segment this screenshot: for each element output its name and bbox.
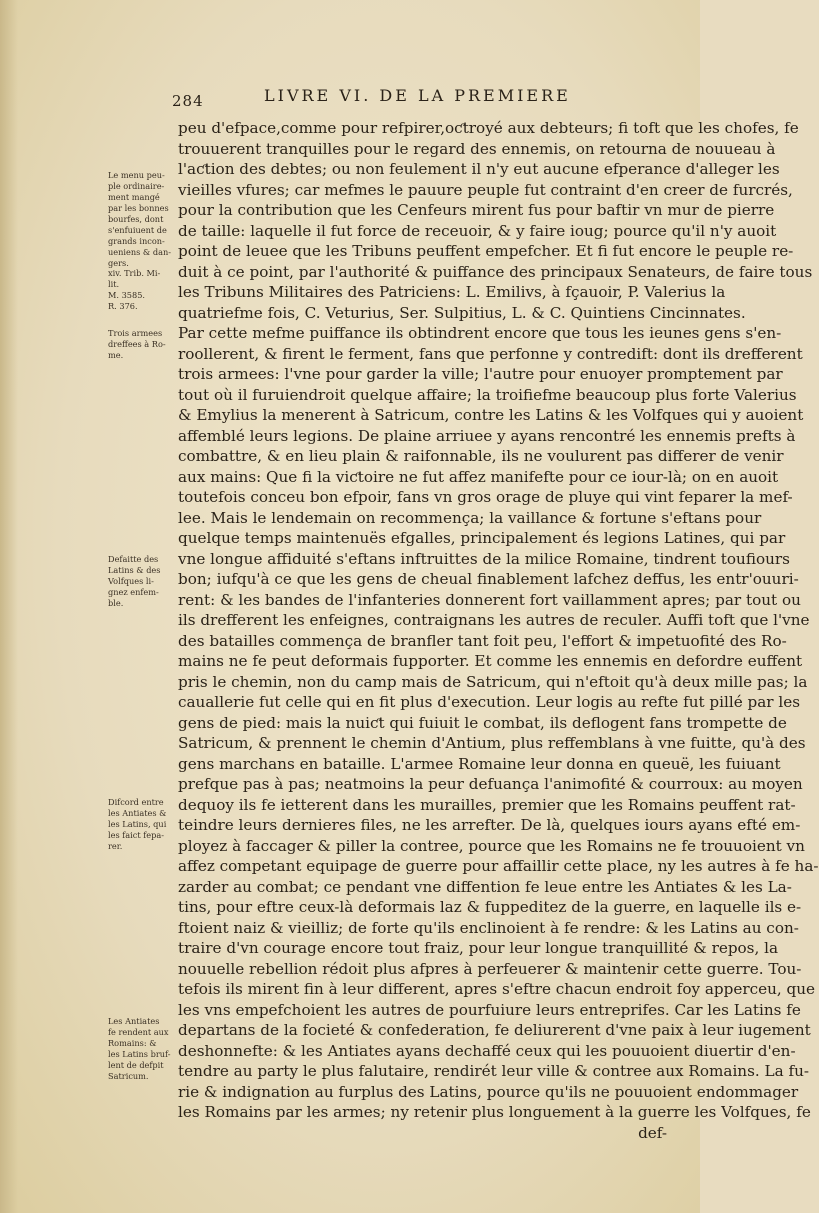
text-line: pris le chemin, non du camp mais de Satricum, qui n'eftoit qu'à deux mille pas; la — [178, 672, 808, 691]
margin-note-line: ble. — [108, 598, 124, 608]
text-line: deshonnefte: & les Antiates ayans dechaffé ceux qui les pouuoient diuertir d'en- — [178, 1041, 796, 1060]
text-line: les Tribuns Militaires des Patriciens: L. Emilivs, à fçauoir, P. Valerius la — [178, 283, 726, 301]
text-line: combattre, & en lieu plain & raifonnable, ils ne voulurent pas differer de venir — [178, 447, 784, 465]
margin-note-line: les Latins bruf- — [108, 1049, 171, 1059]
margin-note-line: Difcord entre — [108, 797, 164, 807]
text-line: rent: & les bandes de l'infanteries donnerent fort vaillamment apres; par tout ou — [178, 590, 801, 609]
text-line: peu d'efpace,comme pour refpirer,oƈtroyé aux debteurs; fi toft que les chofes, fe — [178, 119, 799, 137]
text-line: duit à ce point, par l'authorité & puiffance des principaux Senateurs, de faire tous — [178, 262, 813, 281]
text-line: Satricum, & prennent le chemin d'Antium, plus reffemblans à vne fuitte, qu'à des — [178, 734, 806, 752]
text-line: bon; iufqu'à ce que les gens de cheual finablement lafchez deffus, les entr'ouuri- — [178, 570, 799, 588]
text-line: des batailles commença de branfler tant foit peu, l'effort & impetuofité des Ro- — [178, 631, 787, 650]
text-line: les vns empefchoient les autres de pourfuiure leurs entreprifes. Car les Latins fe — [178, 1000, 801, 1019]
margin-note-line: Latins & des — [108, 565, 161, 575]
text-line: toutefois conceu bon efpoir, fans vn gros orage de pluye qui vint feparer la mef- — [178, 488, 793, 506]
margin-note-line: gers. — [108, 258, 129, 268]
text-line: mains ne fe peut deformais fupporter. Et comme les ennemis en defordre euffent — [178, 652, 803, 670]
margin-note-line: ple ordinaire- — [108, 181, 165, 191]
text-line: tout où il furuiendroit quelque affaire; la troifiefme beaucoup plus forte Valerius — [178, 385, 797, 404]
text-line: quatriefme fois, C. Veturius, Ser. Sulpitius, L. & C. Quintiens Cincinnates. — [178, 303, 746, 322]
margin-note-line: Le menu peu- — [108, 170, 165, 180]
text-line: traire d'vn courage encore tout fraiz, pour leur longue tranquillité & repos, la — [178, 939, 779, 957]
page-header — [168, 86, 668, 112]
text-line: ftoient naiz & vieilliz; de forte qu'ils enclinoient à fe rendre: & les Latins au con- — [178, 918, 799, 937]
text-line: nouuelle rebellion rédoit plus afpres à perfeuerer & maintenir cette guerre. Tou- — [178, 959, 802, 978]
margin-note-line: bourfes, dont — [108, 214, 164, 224]
text-line: ployez à faccager & piller la contree, pource que les Romains ne fe trouuoient vn — [178, 836, 805, 855]
margin-note-line: lit. — [108, 279, 120, 289]
margin-note — [108, 1016, 178, 1082]
text-line: pour la contribution que les Cenfeurs mirent fus pour baftir vn mur de pierre — [178, 201, 775, 219]
text-line: & Emylius la menerent à Satricum, contre les Latins & les Volfques qui y auoient — [178, 406, 804, 424]
margin-note-line: Romains: & — [108, 1038, 157, 1048]
text-line: tendre au party le plus falutaire, rendirét leur ville & contree aux Romains. La fu- — [178, 1062, 810, 1080]
margin-note-line: les Antiates & — [108, 808, 167, 818]
margin-note — [108, 170, 178, 269]
margin-note-line: fe rendent aux — [108, 1027, 169, 1037]
text-line: gens de pied: mais la nuiƈt qui fuiuit le combat, ils deflogent fans trompette de — [178, 713, 787, 732]
text-line: def- — [638, 1123, 667, 1142]
margin-note-line: rer. — [108, 841, 123, 851]
text-line: cauallerie fut celle qui en fit plus d'execution. Leur logis au refte fut pillé par les — [178, 693, 801, 711]
margin-note-line: ment mangé — [108, 192, 160, 202]
margin-note-line: Trois armees — [108, 328, 163, 338]
running-title: LIVRE VI. DE LA PREMIERE — [264, 86, 571, 105]
margin-note-line: gnez enfem- — [108, 587, 159, 597]
margin-note — [108, 554, 178, 609]
margin-note-line: ueniens & dan- — [108, 247, 171, 257]
text-line: gens marchans en bataille. L'armee Romaine leur donna en queuë, les fuiuant — [178, 754, 781, 773]
margin-note-line: les faict fepa- — [108, 830, 165, 840]
text-line: affez competant equipage de guerre pour affaillir cette place, ny les autres à fe ha- — [178, 857, 819, 875]
text-line: roollerent, & firent le ferment, fans que perfonne y contredift: dont ils drefferent — [178, 344, 803, 363]
text-line: l'aƈtion des debtes; ou non feulement il n'y eut aucune efperance d'alleger les — [178, 160, 780, 178]
text-line: aux mains: Que fi la viƈtoire ne fut affez manifefte pour ce iour-là; on en auoit — [178, 467, 779, 486]
text-line: ils drefferent les enfeignes, contraignans les autres de reculer. Auffi toft que l'vne — [178, 611, 810, 629]
text-line: teindre leurs dernieres files, ne les arrefter. De là, quelques iours ayans efté em- — [178, 816, 801, 834]
margin-note-line: les Latins, qui — [108, 819, 167, 829]
text-line: departans de la focieté & confederation, fe deliurerent d'vne paix à leur iugement — [178, 1021, 811, 1039]
margin-note-line: me. — [108, 350, 124, 360]
margin-note — [108, 797, 178, 852]
text-line: affemblé leurs legions. De plaine arriuee y ayans rencontré les ennemis prefts à — [178, 426, 796, 445]
margin-note-line: s'enfuiuent de — [108, 225, 167, 235]
margin-note-line: par les bonnes — [108, 203, 169, 213]
margin-note-line: dreffees à Ro- — [108, 339, 166, 349]
margin-note-line: Volfques li- — [108, 576, 154, 586]
text-line: quelque temps maintenuës efgalles, principalement és legions Latines, qui par — [178, 529, 786, 547]
margin-note-line: M. 3585. — [108, 290, 146, 300]
page-gutter-shadow — [0, 0, 18, 1213]
margin-note-line: grands incon- — [108, 236, 165, 246]
margin-note-line: Les Antiates — [108, 1016, 160, 1026]
text-line: les Romains par les armes; ny retenir plus longuement à la guerre les Volfques, fe — [178, 1103, 811, 1121]
text-line: lee. Mais le lendemain on recommença; la vaillance & fortune s'eftans pour — [178, 508, 762, 527]
text-line: vieilles vfures; car mefmes le pauure peuple fut contraint d'en creer de furcrés, — [178, 180, 793, 199]
text-line: rie & indignation au furplus des Latins, pource qu'ils ne pouuoient endommager — [178, 1082, 799, 1101]
text-line: trois armees: l'vne pour garder la ville; l'autre pour enuoyer promptement par — [178, 365, 783, 383]
margin-note-line: xiv. Trib. Mi- — [108, 268, 161, 278]
text-line: vne longue affiduité s'eftans inftruittes de la milice Romaine, tindrent toufiours — [178, 549, 790, 568]
margin-note — [108, 268, 178, 312]
margin-note-line: Satricum. — [108, 1071, 149, 1081]
text-line: zarder au combat; ce pendant vne diffention fe leue entre les Antiates & les La- — [178, 877, 792, 896]
page-number: 284 — [172, 92, 204, 110]
margin-note-line: lent de defpit — [108, 1060, 164, 1070]
text-line: prefque pas à pas; neatmoins la peur defuança l'animofité & courroux: au moyen — [178, 775, 803, 793]
text-line: tefois ils mirent fin à leur different, apres s'eftre chacun endroit foy apperceu, que — [178, 980, 816, 998]
text-line: point de leuee que les Tribuns peuffent empefcher. Et fi fut encore le peuple re- — [178, 242, 794, 260]
margin-note — [108, 328, 178, 361]
margin-note-line: Defaitte des — [108, 554, 159, 564]
text-line: Par cette mefme puiffance ils obtindrent encore que tous les ieunes gens s'en- — [178, 324, 782, 342]
margin-note-line: R. 376. — [108, 301, 138, 311]
text-line: tins, pour eftre ceux-là deformais laz & fuppeditez de la guerre, en laquelle ils e- — [178, 898, 802, 916]
main-text — [178, 118, 819, 1143]
text-line: de taille: laquelle il fut force de receuoir, & y faire ioug; pource qu'il n'y auoit — [178, 221, 777, 240]
text-line: dequoy ils fe ietterent dans les murailles, premier que les Romains peuffent rat- — [178, 795, 796, 814]
text-line: trouuerent tranquilles pour le regard des ennemis, on retourna de nouueau à — [178, 139, 776, 158]
